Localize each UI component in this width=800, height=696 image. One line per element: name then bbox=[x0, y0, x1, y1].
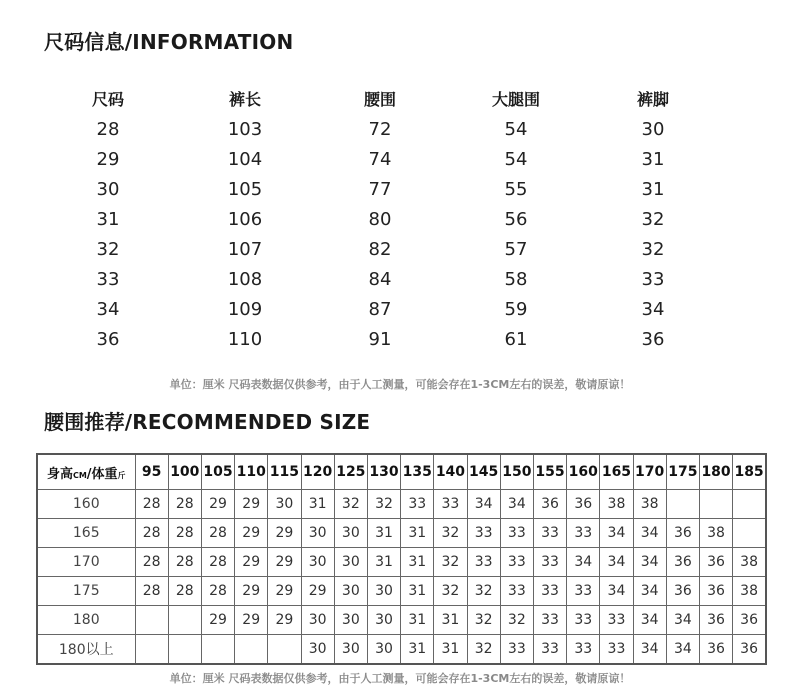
height-cell: 180 bbox=[37, 606, 135, 635]
size-cell bbox=[666, 490, 699, 519]
info-cell: 84 bbox=[368, 269, 392, 290]
info-cell: 108 bbox=[227, 269, 263, 290]
size-cell: 30 bbox=[268, 490, 301, 519]
header-length: 裤长 bbox=[228, 90, 261, 109]
info-row bbox=[0, 149, 800, 179]
info-cell: 104 bbox=[227, 149, 263, 170]
info-cell: 55 bbox=[504, 179, 528, 200]
size-cell: 38 bbox=[699, 519, 732, 548]
size-cell: 36 bbox=[533, 490, 566, 519]
size-cell: 34 bbox=[633, 606, 666, 635]
header-thigh: 大腿围 bbox=[491, 90, 540, 109]
size-cell bbox=[135, 606, 168, 635]
size-cell: 34 bbox=[500, 490, 533, 519]
info-cell: 32 bbox=[641, 239, 665, 260]
info-row bbox=[0, 269, 800, 299]
size-cell: 30 bbox=[301, 635, 334, 665]
size-cell: 32 bbox=[467, 635, 500, 665]
info-row bbox=[0, 239, 800, 269]
header-waist: 腰围 bbox=[363, 90, 396, 109]
size-cell: 33 bbox=[567, 519, 600, 548]
size-cell: 30 bbox=[367, 577, 400, 606]
size-cell bbox=[733, 490, 766, 519]
size-cell: 33 bbox=[533, 519, 566, 548]
info-cell: 32 bbox=[96, 239, 120, 260]
size-cell: 29 bbox=[235, 577, 268, 606]
table-row bbox=[37, 635, 766, 665]
info-row bbox=[0, 179, 800, 209]
size-cell: 28 bbox=[168, 519, 201, 548]
info-cell: 110 bbox=[227, 329, 263, 350]
size-cell: 28 bbox=[201, 548, 234, 577]
size-cell: 30 bbox=[301, 606, 334, 635]
info-cell: 34 bbox=[96, 299, 120, 320]
size-cell: 36 bbox=[666, 519, 699, 548]
info-cell: 59 bbox=[504, 299, 528, 320]
size-cell: 29 bbox=[235, 519, 268, 548]
size-cell: 34 bbox=[467, 490, 500, 519]
weight-header: 170 bbox=[633, 454, 666, 490]
info-row bbox=[0, 299, 800, 329]
size-cell: 33 bbox=[467, 519, 500, 548]
info-cell: 105 bbox=[227, 179, 263, 200]
info-cell: 91 bbox=[368, 329, 392, 350]
size-cell: 33 bbox=[500, 635, 533, 665]
size-cell: 29 bbox=[235, 548, 268, 577]
size-cell: 28 bbox=[201, 519, 234, 548]
size-cell: 36 bbox=[699, 635, 732, 665]
information-title: 尺码信息/INFORMATION bbox=[44, 30, 294, 54]
size-cell: 30 bbox=[301, 519, 334, 548]
info-cell: 58 bbox=[504, 269, 528, 290]
size-cell: 31 bbox=[401, 519, 434, 548]
weight-header: 115 bbox=[268, 454, 301, 490]
size-cell: 28 bbox=[168, 490, 201, 519]
size-cell: 34 bbox=[633, 577, 666, 606]
size-cell: 33 bbox=[600, 635, 633, 665]
info-header-row bbox=[0, 87, 800, 117]
weight-header: 165 bbox=[600, 454, 633, 490]
info-cell: 103 bbox=[227, 119, 263, 140]
info-cell: 61 bbox=[504, 329, 528, 350]
size-cell bbox=[168, 635, 201, 665]
size-cell: 30 bbox=[334, 606, 367, 635]
info-row bbox=[0, 329, 800, 359]
size-cell bbox=[201, 635, 234, 665]
info-cell: 54 bbox=[504, 149, 528, 170]
recommended-title: 腰围推荐/RECOMMENDED SIZE bbox=[44, 410, 371, 434]
weight-header: 140 bbox=[434, 454, 467, 490]
size-cell: 36 bbox=[699, 548, 732, 577]
size-cell bbox=[235, 635, 268, 665]
size-cell: 36 bbox=[567, 490, 600, 519]
size-cell: 32 bbox=[367, 490, 400, 519]
size-cell: 31 bbox=[401, 635, 434, 665]
size-cell: 33 bbox=[500, 577, 533, 606]
weight-header: 105 bbox=[201, 454, 234, 490]
info-cell: 109 bbox=[227, 299, 263, 320]
size-cell: 29 bbox=[235, 490, 268, 519]
info-cell: 56 bbox=[504, 209, 528, 230]
size-cell: 29 bbox=[301, 577, 334, 606]
weight-header: 175 bbox=[666, 454, 699, 490]
info-cell: 72 bbox=[368, 119, 392, 140]
info-note: 单位：厘米 尺码表数据仅供参考，由于人工测量，可能会存在1-3CM左右的误差，敬请原谅！ bbox=[169, 378, 631, 391]
weight-header: 185 bbox=[733, 454, 766, 490]
recommended-header-row bbox=[37, 454, 766, 490]
size-cell: 34 bbox=[600, 548, 633, 577]
size-cell: 33 bbox=[500, 548, 533, 577]
height-cell: 175 bbox=[37, 577, 135, 606]
size-cell: 30 bbox=[334, 548, 367, 577]
weight-header: 125 bbox=[334, 454, 367, 490]
size-cell: 29 bbox=[235, 606, 268, 635]
info-cell: 31 bbox=[641, 149, 665, 170]
weight-header: 100 bbox=[168, 454, 201, 490]
size-cell: 32 bbox=[467, 577, 500, 606]
size-cell bbox=[168, 606, 201, 635]
size-cell: 34 bbox=[633, 519, 666, 548]
size-cell: 30 bbox=[367, 606, 400, 635]
height-weight-corner: 身高CM/体重斤 bbox=[37, 454, 135, 490]
header-size: 尺码 bbox=[91, 90, 124, 109]
weight-header: 130 bbox=[367, 454, 400, 490]
size-cell: 36 bbox=[666, 577, 699, 606]
size-cell: 33 bbox=[567, 635, 600, 665]
info-cell: 87 bbox=[368, 299, 392, 320]
info-cell: 36 bbox=[641, 329, 665, 350]
size-cell: 29 bbox=[201, 606, 234, 635]
info-cell: 36 bbox=[96, 329, 120, 350]
size-cell: 31 bbox=[434, 606, 467, 635]
size-cell: 32 bbox=[434, 519, 467, 548]
size-cell: 28 bbox=[135, 577, 168, 606]
height-cell: 165 bbox=[37, 519, 135, 548]
weight-header: 135 bbox=[401, 454, 434, 490]
size-cell: 32 bbox=[434, 577, 467, 606]
table-row bbox=[37, 577, 766, 606]
info-cell: 30 bbox=[641, 119, 665, 140]
weight-header: 160 bbox=[567, 454, 600, 490]
info-cell: 80 bbox=[368, 209, 392, 230]
size-cell: 32 bbox=[467, 606, 500, 635]
size-cell: 28 bbox=[135, 490, 168, 519]
size-cell: 33 bbox=[500, 519, 533, 548]
info-cell: 28 bbox=[96, 119, 120, 140]
info-cell: 77 bbox=[368, 179, 392, 200]
size-cell: 33 bbox=[533, 548, 566, 577]
info-cell: 31 bbox=[96, 209, 120, 230]
info-cell: 34 bbox=[641, 299, 665, 320]
size-cell bbox=[268, 635, 301, 665]
size-cell: 33 bbox=[567, 606, 600, 635]
table-row bbox=[37, 548, 766, 577]
size-cell: 34 bbox=[600, 519, 633, 548]
size-cell: 29 bbox=[268, 577, 301, 606]
info-cell: 106 bbox=[227, 209, 263, 230]
size-cell: 28 bbox=[135, 519, 168, 548]
info-cell: 33 bbox=[641, 269, 665, 290]
size-cell: 34 bbox=[666, 635, 699, 665]
weight-header: 180 bbox=[699, 454, 732, 490]
size-cell: 29 bbox=[268, 548, 301, 577]
size-cell: 30 bbox=[334, 635, 367, 665]
info-cell: 74 bbox=[368, 149, 392, 170]
weight-header: 155 bbox=[533, 454, 566, 490]
size-cell: 28 bbox=[201, 577, 234, 606]
size-cell: 38 bbox=[733, 548, 766, 577]
table-row bbox=[37, 606, 766, 635]
size-cell: 34 bbox=[600, 577, 633, 606]
size-cell: 34 bbox=[666, 606, 699, 635]
size-cell: 28 bbox=[168, 548, 201, 577]
size-cell: 33 bbox=[401, 490, 434, 519]
size-cell: 28 bbox=[168, 577, 201, 606]
info-cell: 31 bbox=[641, 179, 665, 200]
size-cell: 31 bbox=[301, 490, 334, 519]
size-cell: 33 bbox=[600, 606, 633, 635]
size-cell: 33 bbox=[533, 635, 566, 665]
size-cell: 30 bbox=[367, 635, 400, 665]
weight-header: 95 bbox=[135, 454, 168, 490]
size-cell: 36 bbox=[666, 548, 699, 577]
weight-header: 120 bbox=[301, 454, 334, 490]
size-cell: 36 bbox=[733, 606, 766, 635]
size-cell: 38 bbox=[633, 490, 666, 519]
size-cell: 31 bbox=[401, 548, 434, 577]
size-cell: 31 bbox=[367, 519, 400, 548]
size-cell: 31 bbox=[434, 635, 467, 665]
size-cell: 32 bbox=[434, 548, 467, 577]
size-cell: 33 bbox=[467, 548, 500, 577]
size-cell: 34 bbox=[567, 548, 600, 577]
height-cell: 180以上 bbox=[37, 635, 135, 665]
info-cell: 32 bbox=[641, 209, 665, 230]
info-cell: 54 bbox=[504, 119, 528, 140]
recommended-size-table bbox=[36, 453, 767, 665]
size-cell: 38 bbox=[733, 577, 766, 606]
info-cell: 82 bbox=[368, 239, 392, 260]
height-cell: 160 bbox=[37, 490, 135, 519]
size-cell: 29 bbox=[268, 519, 301, 548]
size-cell: 33 bbox=[434, 490, 467, 519]
size-cell: 30 bbox=[334, 519, 367, 548]
info-cell: 33 bbox=[96, 269, 120, 290]
height-cell: 170 bbox=[37, 548, 135, 577]
weight-header: 145 bbox=[467, 454, 500, 490]
size-cell: 36 bbox=[699, 577, 732, 606]
size-cell: 29 bbox=[201, 490, 234, 519]
size-cell: 33 bbox=[567, 577, 600, 606]
header-hem: 裤脚 bbox=[636, 90, 669, 109]
info-cell: 29 bbox=[96, 149, 120, 170]
size-cell: 28 bbox=[135, 548, 168, 577]
size-cell: 30 bbox=[334, 577, 367, 606]
weight-header: 150 bbox=[500, 454, 533, 490]
size-cell: 34 bbox=[633, 548, 666, 577]
size-cell: 31 bbox=[367, 548, 400, 577]
size-cell: 36 bbox=[699, 606, 732, 635]
recommended-note: 单位：厘米 尺码表数据仅供参考，由于人工测量，可能会存在1-3CM左右的误差，敬请原谅！ bbox=[169, 672, 631, 685]
size-cell: 33 bbox=[533, 606, 566, 635]
size-cell: 29 bbox=[268, 606, 301, 635]
info-cell: 30 bbox=[96, 179, 120, 200]
info-cell: 107 bbox=[227, 239, 263, 260]
size-cell: 31 bbox=[401, 606, 434, 635]
size-cell: 32 bbox=[500, 606, 533, 635]
weight-header: 110 bbox=[235, 454, 268, 490]
size-cell bbox=[699, 490, 732, 519]
size-cell: 32 bbox=[334, 490, 367, 519]
info-cell: 57 bbox=[504, 239, 528, 260]
size-cell bbox=[135, 635, 168, 665]
info-row bbox=[0, 119, 800, 149]
size-cell: 34 bbox=[633, 635, 666, 665]
size-cell: 31 bbox=[401, 577, 434, 606]
table-row bbox=[37, 519, 766, 548]
size-cell: 36 bbox=[733, 635, 766, 665]
size-cell: 30 bbox=[301, 548, 334, 577]
table-row bbox=[37, 490, 766, 519]
size-cell: 38 bbox=[600, 490, 633, 519]
size-cell bbox=[733, 519, 766, 548]
size-cell: 33 bbox=[533, 577, 566, 606]
info-row bbox=[0, 209, 800, 239]
